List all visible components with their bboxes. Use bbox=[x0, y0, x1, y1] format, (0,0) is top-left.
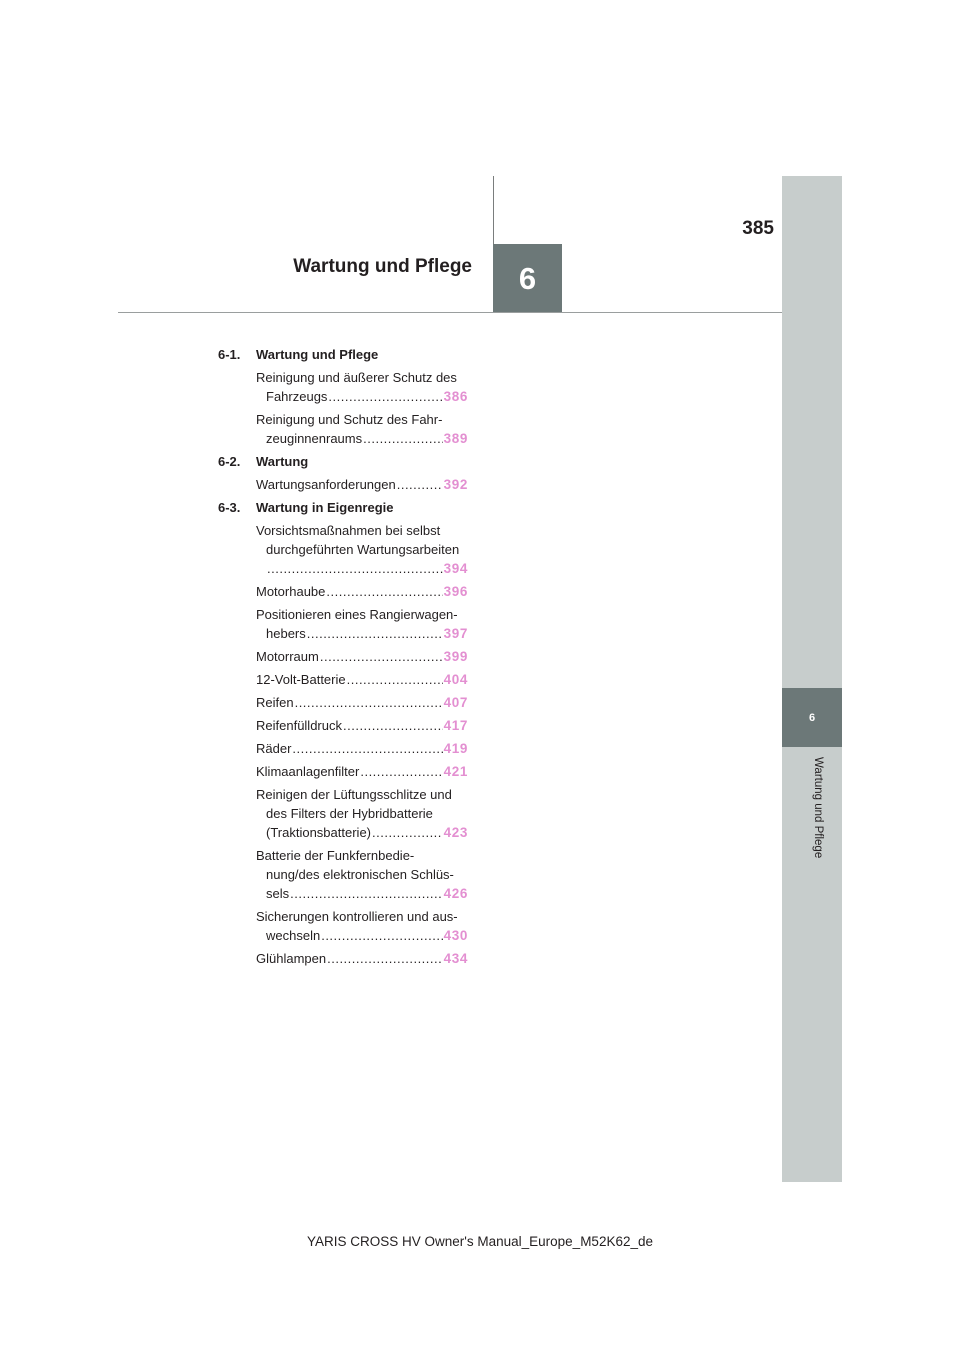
dot-leader bbox=[307, 624, 443, 643]
toc-entry[interactable] bbox=[256, 475, 468, 494]
toc-page-link[interactable]: 430 bbox=[443, 928, 468, 943]
toc-entry-line: Reinigung und äußerer Schutz des bbox=[256, 370, 457, 385]
toc-page-link[interactable]: 397 bbox=[443, 626, 468, 641]
toc-entry-leader-line bbox=[256, 716, 468, 735]
chapter-number-box bbox=[493, 244, 562, 313]
toc-entry[interactable] bbox=[256, 907, 468, 945]
toc-entry-label: Motorraum bbox=[256, 649, 319, 664]
toc-entry-leader-line bbox=[256, 582, 468, 601]
toc-entry[interactable] bbox=[256, 605, 468, 643]
toc-entry-label: Wartungsanforderungen bbox=[256, 477, 396, 492]
toc-page-link[interactable]: 396 bbox=[443, 584, 468, 599]
toc-entry-leader-line bbox=[256, 949, 468, 968]
toc-entry[interactable] bbox=[256, 368, 468, 406]
page-number: 385 bbox=[742, 218, 774, 239]
dot-leader bbox=[267, 559, 443, 578]
toc-page-link[interactable]: 386 bbox=[443, 389, 468, 404]
toc-entry-label: Fahrzeugs bbox=[266, 389, 328, 404]
header-rule bbox=[118, 312, 782, 313]
toc-section-title: Wartung bbox=[256, 454, 309, 469]
toc-entry-label: Motorhaube bbox=[256, 584, 326, 599]
dot-leader bbox=[372, 823, 443, 842]
toc-entry-line: Batterie der Funkfernbedie- bbox=[256, 848, 415, 863]
toc-entry[interactable] bbox=[256, 739, 468, 758]
toc-entry-line: Vorsichtsmaßnahmen bei selbst bbox=[256, 523, 441, 538]
toc-entry-label: 12-Volt-Batterie bbox=[256, 672, 346, 687]
chapter-number: 6 bbox=[518, 260, 537, 296]
toc-entry-line: durchgeführten Wartungsarbeiten bbox=[266, 542, 460, 557]
toc-entry-label: zeuginnenraums bbox=[266, 431, 363, 446]
side-tab-label: Wartung und Pflege bbox=[812, 757, 824, 859]
side-tab bbox=[782, 176, 842, 1182]
toc-entry-leader-line bbox=[256, 926, 468, 945]
toc-page-link[interactable]: 423 bbox=[443, 825, 468, 840]
toc-entry[interactable] bbox=[256, 410, 468, 448]
toc-entry-label: wechseln bbox=[266, 928, 321, 943]
table-of-contents bbox=[218, 345, 468, 972]
toc-entry[interactable] bbox=[256, 762, 468, 781]
dot-leader bbox=[347, 670, 443, 689]
toc-section-heading bbox=[218, 498, 468, 517]
toc-entry[interactable] bbox=[256, 693, 468, 712]
toc-entry-leader-line bbox=[256, 823, 468, 842]
toc-entry-line: Positionieren eines Rangierwagen- bbox=[256, 607, 458, 622]
toc-entry-label: Reifen bbox=[256, 695, 294, 710]
toc-entry-leader-line bbox=[256, 387, 468, 406]
toc-entry-label: sels bbox=[266, 886, 290, 901]
toc-entry-leader-line bbox=[256, 429, 468, 448]
toc-entry-label: Glühlampen bbox=[256, 951, 327, 966]
toc-entry-leader-line bbox=[256, 762, 468, 781]
toc-entry-label: hebers bbox=[266, 626, 306, 641]
toc-entry[interactable] bbox=[256, 647, 468, 666]
dot-leader bbox=[292, 739, 442, 758]
toc-entry[interactable] bbox=[256, 716, 468, 735]
toc-page-link[interactable]: 392 bbox=[443, 477, 468, 492]
toc-section-heading bbox=[218, 345, 468, 364]
toc-entry-label: Klimaanlagenfilter bbox=[256, 764, 360, 779]
toc-page-link[interactable]: 404 bbox=[443, 672, 468, 687]
toc-section-title: Wartung und Pflege bbox=[256, 347, 379, 362]
toc-page-link[interactable]: 426 bbox=[443, 886, 468, 901]
dot-leader bbox=[326, 582, 442, 601]
toc-section-number: 6-2. bbox=[218, 454, 241, 469]
toc-entry-label: Reifenfülldruck bbox=[256, 718, 342, 733]
toc-entry[interactable] bbox=[256, 846, 468, 903]
dot-leader bbox=[295, 693, 443, 712]
toc-page-link[interactable]: 407 bbox=[443, 695, 468, 710]
toc-entry-leader-line bbox=[256, 739, 468, 758]
footer-manual-id: YARIS CROSS HV Owner's Manual_Europe_M52K62_de bbox=[307, 1234, 653, 1249]
toc-entry-line: Reinigung und Schutz des Fahr- bbox=[256, 412, 443, 427]
toc-entry-line: Reinigen der Lüftungsschlitze und bbox=[256, 787, 452, 802]
toc-page-link[interactable]: 421 bbox=[443, 764, 468, 779]
dot-leader bbox=[320, 647, 443, 666]
dot-leader bbox=[321, 926, 442, 945]
side-tab-chapter-marker[interactable] bbox=[782, 688, 842, 747]
toc-entry-leader-line bbox=[256, 559, 468, 578]
toc-entry[interactable] bbox=[256, 670, 468, 689]
toc-entry-label: (Traktionsbatterie) bbox=[266, 825, 371, 840]
dot-leader bbox=[327, 949, 443, 968]
toc-entry[interactable] bbox=[256, 582, 468, 601]
toc-entry-line: Sicherungen kontrollieren und aus- bbox=[256, 909, 458, 924]
toc-page-link[interactable]: 419 bbox=[443, 741, 468, 756]
dot-leader bbox=[328, 387, 442, 406]
dot-leader bbox=[290, 884, 443, 903]
toc-entry-leader-line bbox=[256, 693, 468, 712]
toc-page-link[interactable]: 417 bbox=[443, 718, 468, 733]
chapter-title: Wartung und Pflege bbox=[293, 256, 472, 277]
toc-entry[interactable] bbox=[256, 949, 468, 968]
toc-entry[interactable] bbox=[256, 785, 468, 842]
toc-entry-leader-line bbox=[256, 670, 468, 689]
toc-page-link[interactable]: 394 bbox=[443, 561, 468, 576]
vertical-divider bbox=[493, 176, 494, 244]
dot-leader bbox=[343, 716, 443, 735]
toc-entry-label: Räder bbox=[256, 741, 292, 756]
toc-section-number: 6-3. bbox=[218, 500, 241, 515]
toc-entry-leader-line bbox=[256, 647, 468, 666]
toc-entry[interactable] bbox=[256, 521, 468, 578]
toc-entry-leader-line bbox=[256, 884, 468, 903]
dot-leader bbox=[363, 429, 443, 448]
dot-leader bbox=[397, 475, 443, 494]
toc-entry-leader-line bbox=[256, 475, 468, 494]
toc-page-link[interactable]: 399 bbox=[443, 649, 468, 664]
toc-section-heading bbox=[218, 452, 468, 471]
toc-page-link[interactable]: 389 bbox=[443, 431, 468, 446]
toc-page-link[interactable]: 434 bbox=[443, 951, 468, 966]
toc-entry-line: nung/des elektronischen Schlüs- bbox=[266, 867, 454, 882]
toc-entry-leader-line bbox=[256, 624, 468, 643]
side-tab-chapter-number: 6 bbox=[808, 711, 816, 724]
dot-leader bbox=[360, 762, 442, 781]
toc-entry-line: des Filters der Hybridbatterie bbox=[266, 806, 433, 821]
toc-section-title: Wartung in Eigenregie bbox=[256, 500, 394, 515]
toc-section-number: 6-1. bbox=[218, 347, 241, 362]
